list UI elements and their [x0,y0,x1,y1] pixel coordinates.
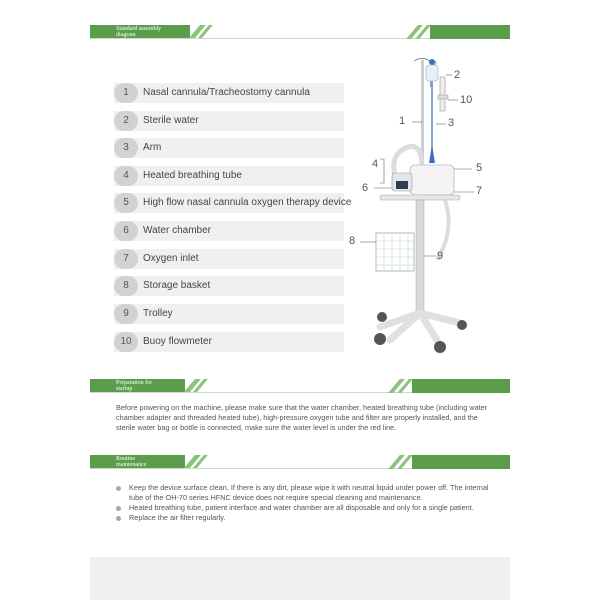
section-title-startup: Preparation for startup [116,380,153,392]
section-header-maintenance [90,455,510,469]
component-number: 6 [114,221,138,241]
list-item [116,503,496,513]
callout-10: 10 [460,94,473,106]
callout-7: 7 [476,185,483,197]
footer-panel [90,557,510,600]
component-number: 4 [114,166,138,186]
section-header-startup [90,379,510,393]
component-label: Water chamber [143,225,211,236]
component-item [114,193,352,213]
callout-4: 4 [372,158,379,170]
component-number: 5 [114,193,138,213]
component-number: 1 [114,83,138,103]
component-item [114,166,344,186]
component-number: 10 [114,332,138,352]
section-title-assembly: Standard assembly diagram [116,26,162,38]
section-header-assembly [90,25,510,39]
callout-3: 3 [448,117,455,129]
component-number: 9 [114,304,138,324]
component-label: Storage basket [143,280,211,291]
component-label: Nasal cannula/Tracheostomy cannula [143,87,310,98]
component-item [114,111,344,131]
callout-2: 2 [454,69,461,81]
component-label: Buoy flowmeter [143,336,212,347]
callout-5: 5 [476,162,483,174]
device-illustration [350,55,500,360]
component-label: Sterile water [143,115,199,126]
component-label: Arm [143,142,162,153]
list-item [116,483,496,503]
component-number: 8 [114,276,138,296]
list-item-text: Replace the air filter regularly. [129,513,226,522]
component-item [114,138,344,158]
list-item-text: Keep the device surface clean. If there is any dirt, please wipe it with neutral liquid under power off. The internal tube of the OH-70 series HFNC device does not require special cleaning and maintenance. [129,483,489,502]
callout-9: 9 [437,250,444,262]
component-item [114,332,344,352]
component-number: 3 [114,138,138,158]
component-item [114,304,344,324]
component-item [114,83,344,103]
component-item [114,276,344,296]
maintenance-list [116,483,496,523]
component-item [114,249,344,269]
component-number: 7 [114,249,138,269]
startup-paragraph: Before powering on the machine, please make sure that the water chamber, heated breathing tube (including water chamber adapter and threaded heated tube), high-pressure oxygen tube and filter are properly installed, and the sterile water bag or bottle is connected, make sure the water level is under the red line. [116,403,488,432]
bullet-dot-icon [116,506,121,511]
component-label: High flow nasal cannula oxygen therapy device [143,197,352,208]
callout-6: 6 [362,182,369,194]
component-label: Oxygen inlet [143,253,199,264]
list-item [116,513,496,523]
bullet-dot-icon [116,486,121,491]
component-label: Heated breathing tube [143,170,242,181]
callout-8: 8 [349,235,356,247]
component-item [114,221,344,241]
component-label: Trolley [143,308,173,319]
callout-1: 1 [399,115,406,127]
bullet-dot-icon [116,516,121,521]
list-item-text: Heated breathing tube, patient interface and water chamber are all disposable and only for a single patient. [129,503,474,512]
section-title-maintenance: Routine maintenance [116,456,147,468]
component-number: 2 [114,111,138,131]
